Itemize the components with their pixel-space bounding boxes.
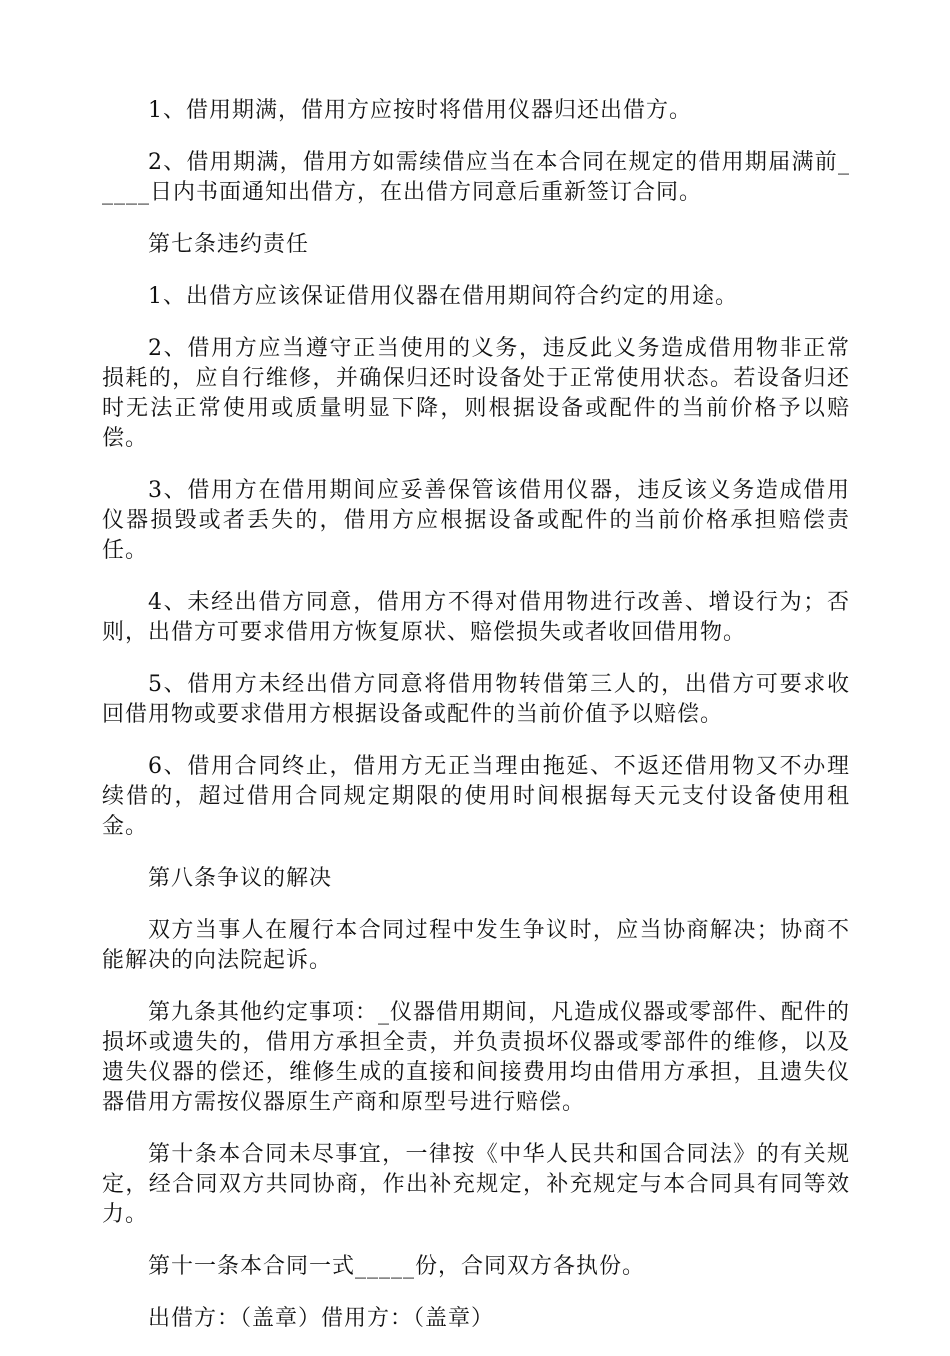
clause-proper-use: 2、借用方应当遵守正当使用的义务，违反此义务造成借用物非正常损耗的，应自行维修，并确保归还时设备处于正常使用状态。若设备归还时无法正常使用或质量明显下降，则根据设备或配件的当前价格予以赔偿。 bbox=[102, 336, 850, 451]
article-8-heading: 第八条争议的解决 bbox=[148, 866, 333, 891]
clause-overdue-rent: 6、借用合同终止，借用方无正当理由拖延、不返还借用物又不办理续借的，超过借用合同规定期限的使用时间根据每天元支付设备使用租金。 bbox=[102, 754, 850, 839]
article-9-other-terms: 第九条其他约定事项：_仪器借用期间，凡造成仪器或零部件、配件的损坏或遗失的，借用方承担全责，并负责损坏仪器或零部件的维修，以及遗失仪器的偿还，维修生成的直接和间接费用均由借用方承担，且遗失仪器借用方需按仪器原生产商和原型号进行赔偿。 bbox=[102, 1000, 851, 1115]
article-7-heading: 第七条违约责任 bbox=[148, 232, 310, 257]
clause-return-on-expiry: 1、借用期满，借用方应按时将借用仪器归还出借方。 bbox=[148, 98, 692, 123]
article-10-supplement: 第十条本合同未尽事宜，一律按《中华人民共和国合同法》的有关规定，经合同双方共同协商，作出补充规定，补充规定与本合同具有同等效力。 bbox=[102, 1142, 850, 1227]
clause-no-modification: 4、未经出借方同意，借用方不得对借用物进行改善、增设行为；否则，出借方可要求借用方恢复原状、赔偿损失或者收回借用物。 bbox=[102, 590, 850, 645]
clause-lender-guarantee: 1、出借方应该保证借用仪器在借用期间符合约定的用途。 bbox=[148, 284, 738, 309]
article-11-copies: 第十一条本合同一式_____份，合同双方各执份。 bbox=[148, 1254, 646, 1279]
clause-renewal-notice: 2、借用期满，借用方如需续借应当在本合同在规定的借用期届满前_____日内书面通知出借方，在出借方同意后重新签订合同。 bbox=[102, 150, 850, 205]
clause-safekeeping: 3、借用方在借用期间应妥善保管该借用仪器，违反该义务造成借用仪器损毁或者丢失的，借用方应根据设备或配件的当前价格承担赔偿责任。 bbox=[102, 478, 850, 563]
signature-line: 出借方：（盖章）借用方：（盖章） bbox=[148, 1306, 495, 1331]
clause-dispute-resolution: 双方当事人在履行本合同过程中发生争议时，应当协商解决；协商不能解决的向法院起诉。 bbox=[102, 918, 850, 973]
clause-no-sublending: 5、借用方未经出借方同意将借用物转借第三人的，出借方可要求收回借用物或要求借用方根据设备或配件的当前价值予以赔偿。 bbox=[102, 672, 850, 727]
document-body bbox=[102, 96, 850, 1356]
